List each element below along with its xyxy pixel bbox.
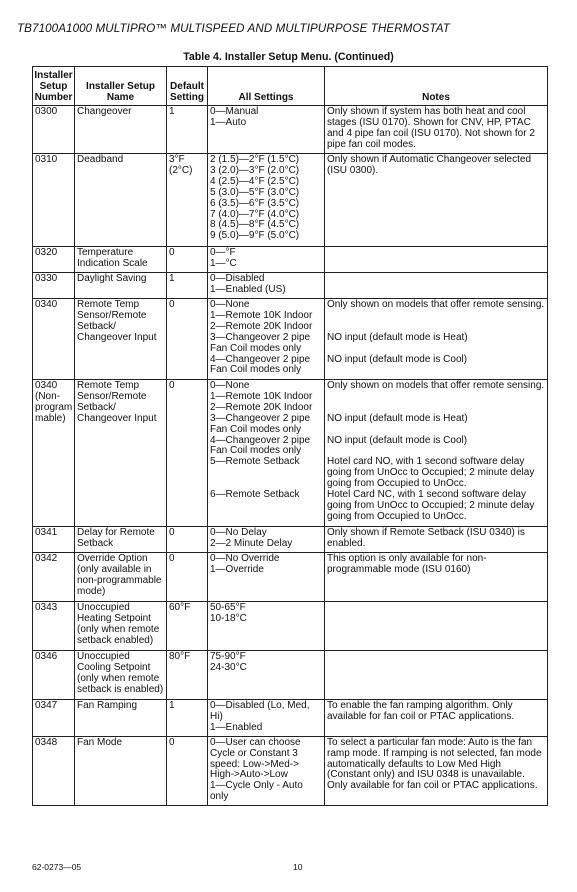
default-setting-cell: 60°F [167,602,208,651]
default-setting-cell: 0 [167,527,208,553]
table-row [33,553,548,602]
table-row [33,247,548,273]
setup-name-cell: Unoccupied Heating Setpoint (only when remote setback enabled) [75,602,167,651]
all-settings-cell: 0—Disabled (Lo, Med, Hi) 1—Enabled [208,700,325,737]
col-header-setup-name: Installer Setup Name [75,67,167,106]
table-caption: Table 4. Installer Setup Menu. (Continued) [183,51,394,63]
setup-name-cell: Changeover [75,106,167,154]
table-row [33,106,548,154]
default-setting-cell: 3°F (2°C) [167,154,208,247]
table-header-row [33,67,548,106]
table-row [33,299,548,380]
default-setting-cell: 0 [167,380,208,527]
default-setting-cell: 1 [167,106,208,154]
all-settings-cell: 75-90°F 24-30°C [208,651,325,700]
default-setting-cell: 0 [167,553,208,602]
col-header-notes: Notes [325,67,548,106]
default-setting-cell: 0 [167,736,208,805]
col-header-all-settings: All Settings [208,67,325,106]
all-settings-cell: 0—No Override 1—Override [208,553,325,602]
page-number: 10 [293,862,303,872]
notes-cell [325,602,548,651]
all-settings-cell: 0—None 1—Remote 10K Indoor 2—Remote 20K Indoor 3—Changeover 2 pipe Fan Coil modes only 4—Changeover 2 pipe Fan Coil modes only 5—Remote Setback 6—Remote Setback [208,380,325,527]
table-row [33,527,548,553]
notes-cell: Only shown on models that offer remote sensing. NO input (default mode is Heat) NO input (default mode is Cool) Hotel card NO, with 1 second software delay going from UnOcc to Occupied; 2 minute delay going from Occupied to UnOcc. Hotel Card NC, with 1 second software delay going from UnOcc to Occupied; 2 minute delay going from Occupied to UnOcc. [325,380,548,527]
table-row [33,602,548,651]
document-number: 62-0273—05 [32,862,82,872]
setup-name-cell: Daylight Saving [75,273,167,299]
setup-number-cell: 0330 [33,273,75,299]
table-row [33,380,548,527]
table-row [33,736,548,805]
notes-cell [325,273,548,299]
table-row [33,154,548,247]
setup-name-cell: Unoccupied Cooling Setpoint (only when remote setback is enabled) [75,651,167,700]
setup-number-cell: 0348 [33,736,75,805]
default-setting-cell: 1 [167,273,208,299]
setup-number-cell: 0341 [33,527,75,553]
setup-name-cell: Delay for Remote Setback [75,527,167,553]
table-row [33,700,548,737]
all-settings-cell: 0—None 1—Remote 10K Indoor 2—Remote 20K Indoor 3—Changeover 2 pipe Fan Coil modes only 4—Changeover 2 pipe Fan Coil modes only [208,299,325,380]
all-settings-cell: 2 (1.5)—2°F (1.5°C) 3 (2.0)—3°F (2.0°C) 4 (2.5)—4°F (2.5°C) 5 (3.0)—5°F (3.0°C) 6 (3.5)—6°F (3.5°C) 7 (4.0)—7°F (4.0°C) 8 (4.5)—8°F (4.5°C) 9 (5.0)—9°F (5.0°C) [208,154,325,247]
notes-cell [325,651,548,700]
setup-number-cell: 0300 [33,106,75,154]
setup-number-cell: 0342 [33,553,75,602]
notes-cell: To select a particular fan mode: Auto is the fan ramp mode. If ramping is not selected, fan mode automatically defaults to Low Med High (Constant only) and ISU 0348 is unavailable. Only available for fan coil or PTAC applications. [325,736,548,805]
setup-number-cell: 0343 [33,602,75,651]
all-settings-cell: 0—No Delay 2—2 Minute Delay [208,527,325,553]
notes-cell [325,247,548,273]
setup-number-cell: 0310 [33,154,75,247]
all-settings-cell: 0—Manual 1—Auto [208,106,325,154]
notes-cell: Only shown if Automatic Changeover selected (ISU 0300). [325,154,548,247]
col-header-default-setting: Default Setting [167,67,208,106]
notes-cell: Only shown if Remote Setback (ISU 0340) is enabled. [325,527,548,553]
notes-cell: To enable the fan ramping algorithm. Only available for fan coil or PTAC applications. [325,700,548,737]
notes-cell: Only shown if system has both heat and cool stages (ISU 0170). Shown for CNV, HP, PTAC and 4 pipe fan coil (ISU 0170). Not shown for 2 pipe fan coil modes. [325,106,548,154]
default-setting-cell: 80°F [167,651,208,700]
notes-cell: This option is only available for non-programmable mode (ISU 0160) [325,553,548,602]
setup-name-cell: Fan Mode [75,736,167,805]
setup-number-cell: 0340 (Non- program mable) [33,380,75,527]
setup-number-cell: 0320 [33,247,75,273]
setup-name-cell: Override Option (only available in non-programmable mode) [75,553,167,602]
installer-setup-table [32,66,548,806]
setup-number-cell: 0346 [33,651,75,700]
setup-name-cell: Temperature Indication Scale [75,247,167,273]
all-settings-cell: 50-65°F 10-18°C [208,602,325,651]
col-header-setup-number: Installer Setup Number [33,67,75,106]
table-row [33,273,548,299]
default-setting-cell: 0 [167,247,208,273]
document-header: TB7100A1000 MULTIPRO™ MULTISPEED AND MULTIPURPOSE THERMOSTAT [17,22,450,35]
setup-name-cell: Remote Temp Sensor/Remote Setback/ Changeover Input [75,299,167,380]
setup-name-cell: Fan Ramping [75,700,167,737]
setup-number-cell: 0340 [33,299,75,380]
setup-name-cell: Deadband [75,154,167,247]
notes-cell: Only shown on models that offer remote sensing. NO input (default mode is Heat) NO input (default mode is Cool) [325,299,548,380]
setup-number-cell: 0347 [33,700,75,737]
all-settings-cell: 0—User can choose Cycle or Constant 3 speed: Low->Med-> High->Auto->Low 1—Cycle Only - Auto only [208,736,325,805]
all-settings-cell: 0—Disabled 1—Enabled (US) [208,273,325,299]
default-setting-cell: 1 [167,700,208,737]
default-setting-cell: 0 [167,299,208,380]
table-row [33,651,548,700]
all-settings-cell: 0—°F 1—°C [208,247,325,273]
setup-name-cell: Remote Temp Sensor/Remote Setback/ Changeover Input [75,380,167,527]
